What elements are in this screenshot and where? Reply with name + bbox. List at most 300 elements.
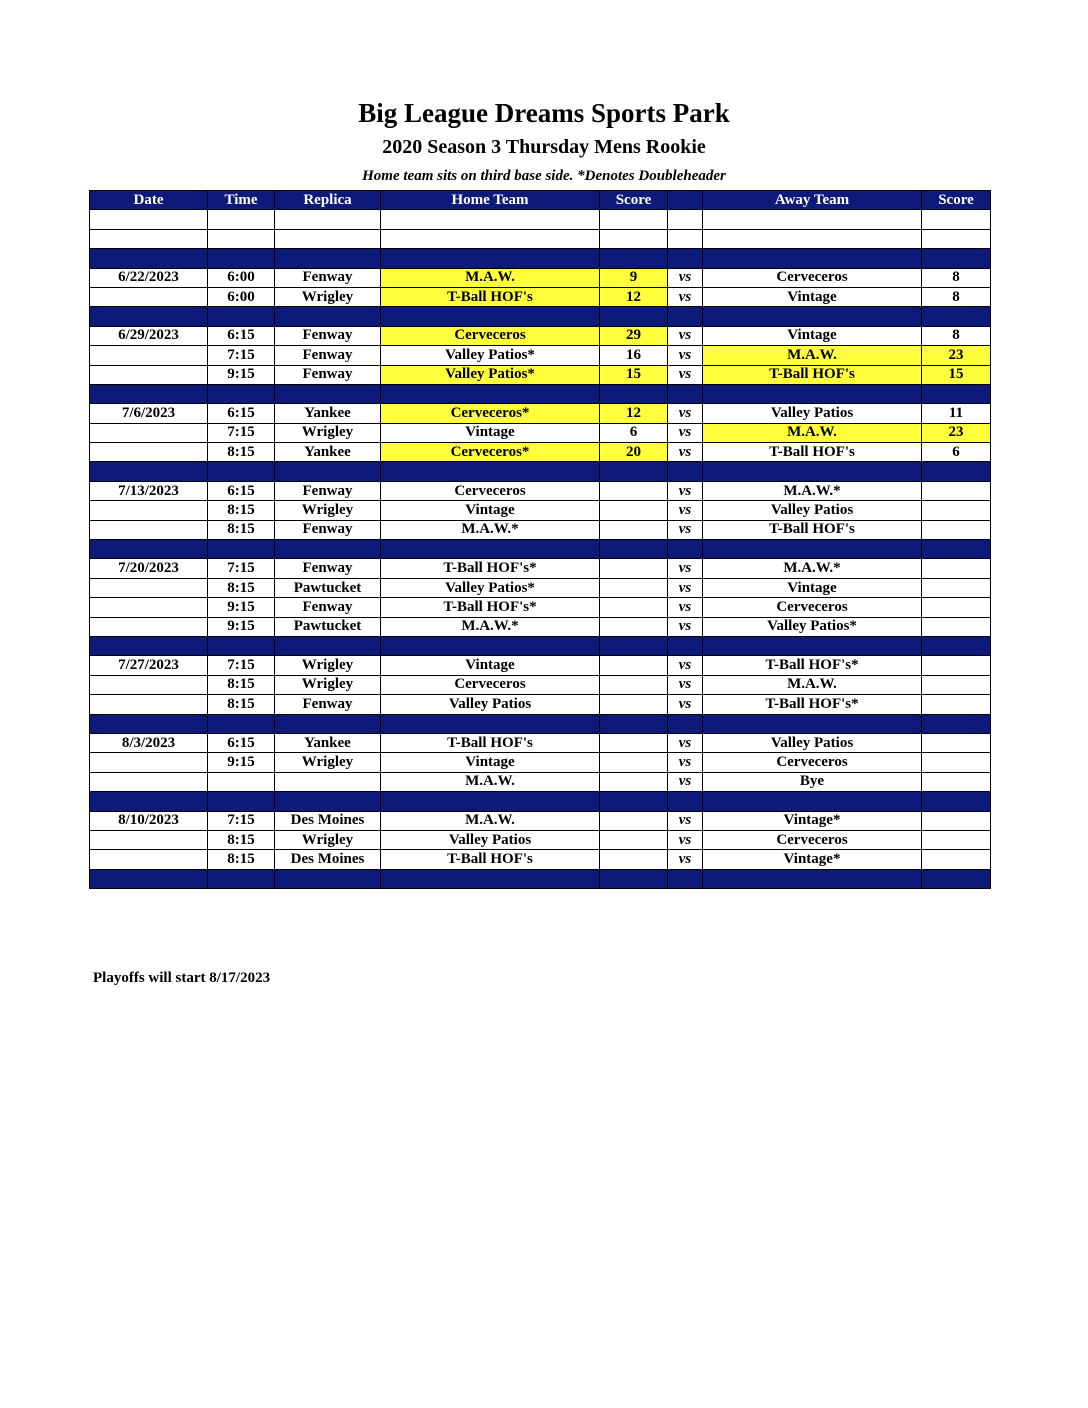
time-cell: 8:15 xyxy=(208,830,275,849)
home-team-cell xyxy=(381,462,600,481)
away-team-cell: Cerveceros xyxy=(703,268,922,287)
date-cell xyxy=(90,617,208,636)
home-team-cell: M.A.W.* xyxy=(381,617,600,636)
home-team-cell: M.A.W. xyxy=(381,772,600,791)
away-team-cell: Valley Patios* xyxy=(703,617,922,636)
away-score-cell xyxy=(922,811,991,830)
date-cell xyxy=(90,462,208,481)
away-score-cell xyxy=(922,695,991,714)
home-team-cell: T-Ball HOF's xyxy=(381,850,600,869)
home-score-cell xyxy=(600,559,668,578)
away-team-cell: Vintage xyxy=(703,326,922,345)
replica-cell: Fenway xyxy=(275,346,381,365)
away-team-cell: Bye xyxy=(703,772,922,791)
vs-cell: vs xyxy=(668,268,703,287)
away-score-cell: 6 xyxy=(922,443,991,462)
replica-cell: Wrigley xyxy=(275,423,381,442)
replica-cell: Yankee xyxy=(275,404,381,423)
date-cell xyxy=(90,578,208,597)
vs-cell: vs xyxy=(668,733,703,752)
time-cell: 8:15 xyxy=(208,443,275,462)
time-cell: 8:15 xyxy=(208,520,275,539)
away-team-cell xyxy=(703,869,922,888)
date-cell xyxy=(90,850,208,869)
home-score-cell xyxy=(600,462,668,481)
col-header-home-team: Home Team xyxy=(381,191,600,210)
col-header-away-score: Score xyxy=(922,191,991,210)
time-cell: 6:00 xyxy=(208,287,275,306)
home-team-cell: Vintage xyxy=(381,423,600,442)
away-team-cell: M.A.W.* xyxy=(703,481,922,500)
table-row xyxy=(90,733,991,752)
time-cell xyxy=(208,792,275,811)
away-team-cell xyxy=(703,210,922,229)
home-score-cell xyxy=(600,695,668,714)
vs-cell xyxy=(668,384,703,403)
home-score-cell: 6 xyxy=(600,423,668,442)
away-score-cell: 11 xyxy=(922,404,991,423)
away-team-cell: Cerveceros xyxy=(703,830,922,849)
away-team-cell: T-Ball HOF's* xyxy=(703,656,922,675)
away-team-cell: Vintage xyxy=(703,287,922,306)
vs-cell xyxy=(668,792,703,811)
blank-row xyxy=(90,210,991,229)
home-score-cell xyxy=(600,540,668,559)
table-row xyxy=(90,559,991,578)
home-team-cell: M.A.W.* xyxy=(381,520,600,539)
away-score-cell xyxy=(922,656,991,675)
home-team-cell xyxy=(381,229,600,248)
week-separator-row xyxy=(90,636,991,655)
home-score-cell xyxy=(600,210,668,229)
away-team-cell: Valley Patios xyxy=(703,501,922,520)
away-team-cell xyxy=(703,307,922,326)
home-team-cell xyxy=(381,210,600,229)
replica-cell: Fenway xyxy=(275,695,381,714)
date-cell xyxy=(90,714,208,733)
home-team-cell: Valley Patios* xyxy=(381,578,600,597)
home-score-cell xyxy=(600,753,668,772)
away-team-cell xyxy=(703,462,922,481)
vs-cell: vs xyxy=(668,559,703,578)
table-row xyxy=(90,481,991,500)
home-team-cell: Cerveceros xyxy=(381,675,600,694)
week-separator-row xyxy=(90,307,991,326)
time-cell: 9:15 xyxy=(208,753,275,772)
table-row xyxy=(90,675,991,694)
home-team-cell: Cerveceros xyxy=(381,326,600,345)
away-score-cell xyxy=(922,753,991,772)
table-row xyxy=(90,501,991,520)
vs-cell: vs xyxy=(668,404,703,423)
table-row xyxy=(90,850,991,869)
vs-cell: vs xyxy=(668,675,703,694)
away-score-cell xyxy=(922,559,991,578)
away-score-cell: 8 xyxy=(922,326,991,345)
away-team-cell xyxy=(703,249,922,268)
away-team-cell xyxy=(703,714,922,733)
col-header-date: Date xyxy=(90,191,208,210)
home-team-cell: Valley Patios* xyxy=(381,365,600,384)
vs-cell: vs xyxy=(668,365,703,384)
table-row xyxy=(90,830,991,849)
table-row xyxy=(90,598,991,617)
table-row xyxy=(90,423,991,442)
time-cell: 9:15 xyxy=(208,598,275,617)
away-score-cell xyxy=(922,520,991,539)
time-cell xyxy=(208,229,275,248)
vs-cell: vs xyxy=(668,520,703,539)
col-header-away-team: Away Team xyxy=(703,191,922,210)
home-team-cell xyxy=(381,869,600,888)
vs-cell: vs xyxy=(668,811,703,830)
away-score-cell xyxy=(922,384,991,403)
date-cell xyxy=(90,520,208,539)
week-separator-row xyxy=(90,384,991,403)
time-cell: 8:15 xyxy=(208,578,275,597)
week-separator-row xyxy=(90,540,991,559)
date-cell xyxy=(90,229,208,248)
away-score-cell xyxy=(922,210,991,229)
vs-cell: vs xyxy=(668,287,703,306)
home-score-cell xyxy=(600,578,668,597)
table-row xyxy=(90,617,991,636)
away-score-cell xyxy=(922,714,991,733)
away-score-cell xyxy=(922,249,991,268)
vs-cell: vs xyxy=(668,326,703,345)
home-score-cell: 15 xyxy=(600,365,668,384)
home-team-cell xyxy=(381,249,600,268)
away-team-cell: M.A.W. xyxy=(703,423,922,442)
vs-cell xyxy=(668,869,703,888)
time-cell: 6:15 xyxy=(208,481,275,500)
home-team-cell xyxy=(381,792,600,811)
home-score-cell xyxy=(600,733,668,752)
away-score-cell xyxy=(922,733,991,752)
replica-cell: Pawtucket xyxy=(275,617,381,636)
home-score-cell xyxy=(600,636,668,655)
time-cell: 7:15 xyxy=(208,811,275,830)
away-score-cell xyxy=(922,307,991,326)
col-header-time: Time xyxy=(208,191,275,210)
schedule-note: Home team sits on third base side. *Denotes Doubleheader xyxy=(362,168,726,184)
away-score-cell xyxy=(922,229,991,248)
away-score-cell xyxy=(922,481,991,500)
week-separator-row xyxy=(90,714,991,733)
time-cell: 9:15 xyxy=(208,365,275,384)
vs-cell: vs xyxy=(668,598,703,617)
date-cell xyxy=(90,675,208,694)
vs-cell xyxy=(668,249,703,268)
replica-cell: Wrigley xyxy=(275,753,381,772)
replica-cell xyxy=(275,636,381,655)
away-team-cell: Vintage xyxy=(703,578,922,597)
replica-cell: Fenway xyxy=(275,598,381,617)
away-score-cell xyxy=(922,792,991,811)
home-score-cell xyxy=(600,501,668,520)
vs-cell xyxy=(668,307,703,326)
time-cell: 8:15 xyxy=(208,675,275,694)
replica-cell xyxy=(275,792,381,811)
table-row xyxy=(90,443,991,462)
vs-cell xyxy=(668,229,703,248)
away-team-cell xyxy=(703,229,922,248)
date-cell xyxy=(90,636,208,655)
replica-cell: Yankee xyxy=(275,733,381,752)
table-row xyxy=(90,695,991,714)
time-cell xyxy=(208,210,275,229)
away-team-cell: Cerveceros xyxy=(703,598,922,617)
away-score-cell xyxy=(922,540,991,559)
date-cell: 6/22/2023 xyxy=(90,268,208,287)
home-score-cell xyxy=(600,249,668,268)
home-team-cell: Valley Patios* xyxy=(381,346,600,365)
week-separator-row xyxy=(90,869,991,888)
vs-cell xyxy=(668,540,703,559)
date-cell: 7/20/2023 xyxy=(90,559,208,578)
date-cell xyxy=(90,287,208,306)
col-header-vs xyxy=(668,191,703,210)
table-row xyxy=(90,365,991,384)
table-row xyxy=(90,346,991,365)
time-cell xyxy=(208,869,275,888)
away-team-cell: Valley Patios xyxy=(703,733,922,752)
away-score-cell xyxy=(922,830,991,849)
playoffs-note: Playoffs will start 8/17/2023 xyxy=(93,970,271,986)
time-cell xyxy=(208,307,275,326)
table-row xyxy=(90,811,991,830)
vs-cell: vs xyxy=(668,481,703,500)
table-row xyxy=(90,656,991,675)
replica-cell: Yankee xyxy=(275,443,381,462)
replica-cell: Fenway xyxy=(275,520,381,539)
week-separator-row xyxy=(90,462,991,481)
date-cell: 7/13/2023 xyxy=(90,481,208,500)
home-team-cell: Vintage xyxy=(381,753,600,772)
replica-cell xyxy=(275,249,381,268)
date-cell xyxy=(90,869,208,888)
replica-cell xyxy=(275,772,381,791)
away-team-cell: Valley Patios xyxy=(703,404,922,423)
replica-cell xyxy=(275,869,381,888)
home-score-cell: 20 xyxy=(600,443,668,462)
time-cell: 6:15 xyxy=(208,733,275,752)
date-cell xyxy=(90,540,208,559)
replica-cell xyxy=(275,462,381,481)
date-cell xyxy=(90,210,208,229)
home-score-cell xyxy=(600,850,668,869)
date-cell: 6/29/2023 xyxy=(90,326,208,345)
away-score-cell xyxy=(922,869,991,888)
home-score-cell xyxy=(600,229,668,248)
away-team-cell: M.A.W. xyxy=(703,675,922,694)
replica-cell: Fenway xyxy=(275,326,381,345)
date-cell xyxy=(90,772,208,791)
page-subtitle: 2020 Season 3 Thursday Mens Rookie xyxy=(382,136,706,158)
away-team-cell xyxy=(703,384,922,403)
replica-cell: Pawtucket xyxy=(275,578,381,597)
home-team-cell xyxy=(381,384,600,403)
away-team-cell: Vintage* xyxy=(703,811,922,830)
date-cell xyxy=(90,753,208,772)
home-team-cell: Cerveceros* xyxy=(381,443,600,462)
time-cell: 8:15 xyxy=(208,501,275,520)
home-score-cell xyxy=(600,675,668,694)
date-cell xyxy=(90,423,208,442)
time-cell: 6:00 xyxy=(208,268,275,287)
replica-cell xyxy=(275,229,381,248)
replica-cell: Fenway xyxy=(275,365,381,384)
away-team-cell xyxy=(703,540,922,559)
home-score-cell: 12 xyxy=(600,287,668,306)
home-score-cell xyxy=(600,520,668,539)
time-cell: 9:15 xyxy=(208,617,275,636)
away-score-cell xyxy=(922,850,991,869)
page-title: Big League Dreams Sports Park xyxy=(358,98,730,128)
time-cell: 8:15 xyxy=(208,850,275,869)
home-score-cell: 9 xyxy=(600,268,668,287)
away-team-cell: T-Ball HOF's xyxy=(703,365,922,384)
home-score-cell: 29 xyxy=(600,326,668,345)
date-cell xyxy=(90,346,208,365)
home-score-cell xyxy=(600,830,668,849)
date-cell xyxy=(90,307,208,326)
home-team-cell xyxy=(381,540,600,559)
vs-cell: vs xyxy=(668,346,703,365)
away-score-cell xyxy=(922,772,991,791)
vs-cell: vs xyxy=(668,656,703,675)
time-cell: 7:15 xyxy=(208,656,275,675)
col-header-replica: Replica xyxy=(275,191,381,210)
vs-cell xyxy=(668,462,703,481)
away-team-cell: Cerveceros xyxy=(703,753,922,772)
home-team-cell: T-Ball HOF's* xyxy=(381,598,600,617)
away-score-cell xyxy=(922,636,991,655)
table-header-row xyxy=(90,191,991,210)
date-cell: 8/3/2023 xyxy=(90,733,208,752)
replica-cell: Wrigley xyxy=(275,675,381,694)
table-row xyxy=(90,326,991,345)
replica-cell xyxy=(275,714,381,733)
away-score-cell xyxy=(922,675,991,694)
home-team-cell: Vintage xyxy=(381,656,600,675)
time-cell xyxy=(208,249,275,268)
schedule-table xyxy=(89,190,991,889)
vs-cell xyxy=(668,210,703,229)
away-team-cell: T-Ball HOF's* xyxy=(703,695,922,714)
time-cell xyxy=(208,384,275,403)
away-score-cell xyxy=(922,462,991,481)
home-team-cell xyxy=(381,714,600,733)
away-score-cell: 23 xyxy=(922,423,991,442)
table-row xyxy=(90,578,991,597)
away-score-cell xyxy=(922,501,991,520)
replica-cell xyxy=(275,210,381,229)
time-cell xyxy=(208,540,275,559)
replica-cell: Fenway xyxy=(275,268,381,287)
replica-cell: Des Moines xyxy=(275,850,381,869)
away-team-cell xyxy=(703,792,922,811)
replica-cell xyxy=(275,307,381,326)
vs-cell: vs xyxy=(668,617,703,636)
replica-cell: Fenway xyxy=(275,481,381,500)
time-cell xyxy=(208,462,275,481)
time-cell: 7:15 xyxy=(208,559,275,578)
home-team-cell: Valley Patios xyxy=(381,695,600,714)
away-score-cell xyxy=(922,598,991,617)
table-row xyxy=(90,772,991,791)
vs-cell: vs xyxy=(668,772,703,791)
home-score-cell xyxy=(600,656,668,675)
home-score-cell: 12 xyxy=(600,404,668,423)
date-cell xyxy=(90,695,208,714)
time-cell: 6:15 xyxy=(208,326,275,345)
time-cell: 8:15 xyxy=(208,695,275,714)
home-score-cell xyxy=(600,714,668,733)
home-score-cell xyxy=(600,811,668,830)
vs-cell: vs xyxy=(668,830,703,849)
home-score-cell xyxy=(600,384,668,403)
home-team-cell xyxy=(381,307,600,326)
vs-cell: vs xyxy=(668,850,703,869)
home-score-cell xyxy=(600,617,668,636)
home-team-cell: T-Ball HOF's xyxy=(381,733,600,752)
time-cell xyxy=(208,714,275,733)
vs-cell xyxy=(668,636,703,655)
table-row xyxy=(90,268,991,287)
week-separator-row xyxy=(90,249,991,268)
vs-cell xyxy=(668,714,703,733)
time-cell: 7:15 xyxy=(208,423,275,442)
home-team-cell: M.A.W. xyxy=(381,268,600,287)
away-team-cell: M.A.W. xyxy=(703,346,922,365)
home-score-cell xyxy=(600,598,668,617)
date-cell xyxy=(90,384,208,403)
away-score-cell: 15 xyxy=(922,365,991,384)
vs-cell: vs xyxy=(668,695,703,714)
date-cell: 7/6/2023 xyxy=(90,404,208,423)
table-row xyxy=(90,520,991,539)
replica-cell: Wrigley xyxy=(275,501,381,520)
date-cell xyxy=(90,830,208,849)
away-score-cell: 23 xyxy=(922,346,991,365)
replica-cell: Wrigley xyxy=(275,287,381,306)
replica-cell xyxy=(275,384,381,403)
table-row xyxy=(90,404,991,423)
blank-row xyxy=(90,229,991,248)
vs-cell: vs xyxy=(668,443,703,462)
home-team-cell: T-Ball HOF's xyxy=(381,287,600,306)
away-score-cell: 8 xyxy=(922,268,991,287)
away-score-cell xyxy=(922,578,991,597)
date-cell xyxy=(90,598,208,617)
away-team-cell xyxy=(703,636,922,655)
time-cell: 7:15 xyxy=(208,346,275,365)
replica-cell xyxy=(275,540,381,559)
vs-cell: vs xyxy=(668,578,703,597)
col-header-home-score: Score xyxy=(600,191,668,210)
date-cell: 7/27/2023 xyxy=(90,656,208,675)
time-cell xyxy=(208,636,275,655)
home-team-cell: Cerveceros* xyxy=(381,404,600,423)
home-score-cell xyxy=(600,869,668,888)
replica-cell: Fenway xyxy=(275,559,381,578)
time-cell: 6:15 xyxy=(208,404,275,423)
home-team-cell: T-Ball HOF's* xyxy=(381,559,600,578)
away-team-cell: M.A.W.* xyxy=(703,559,922,578)
date-cell xyxy=(90,365,208,384)
home-score-cell xyxy=(600,307,668,326)
